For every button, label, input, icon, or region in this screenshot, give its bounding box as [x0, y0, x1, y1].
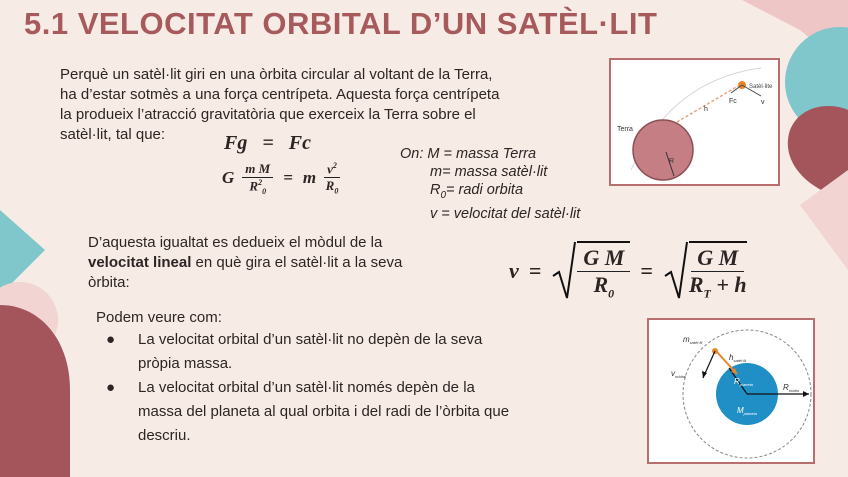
- list-item: ● La velocitat orbital d’un satèl·lit només depèn de la massa del planeta al qual orbita i del radi de l’òrbita que descriu.: [106, 376, 586, 448]
- frac-denominator: $R_0$: [325, 178, 339, 196]
- deduce-line: D’aquesta igualtat es dedueix el mòdul de la: [88, 234, 383, 251]
- bullet-dot: ●: [106, 379, 116, 396]
- sqrt-sign: [551, 240, 577, 302]
- force-arrow: [731, 85, 742, 93]
- label-earth: Terra: [617, 126, 633, 133]
- def-line-mass-sat: m= massa satèl·lit: [430, 164, 548, 180]
- eq-equals: =: [262, 132, 274, 154]
- fraction-velocity-radius: [324, 161, 340, 196]
- svg-text:Ròrbita: $R_{òrbita}$: [783, 383, 799, 393]
- formula-equals-2: =: [640, 258, 653, 283]
- earth-circle: [633, 120, 693, 180]
- deduce-line: velocitat lineal en què gira el satèl·lit a la seva: [88, 254, 403, 271]
- label-h: h: [704, 106, 708, 113]
- svg-text:Rplaneta: $R_{planeta}$: [734, 377, 753, 387]
- label-r: R: [669, 158, 675, 165]
- intro-line: satèl·lit, tal que:: [60, 126, 166, 143]
- frac-denominator: $R^2_0$: [249, 178, 267, 196]
- svg-text:hsatèl·lit: $h_{satèl\cdot lit}$: [729, 353, 747, 363]
- formula-fraction-2: $\frac{\text{G M}}{R_T + h}$: [689, 241, 747, 301]
- frac-numerator: $v^2$: [324, 161, 340, 178]
- formula-v: v: [509, 258, 519, 283]
- svg-text:msatèl·lit: $m_{satèl\cdot lit}$: [683, 335, 703, 345]
- velocity-formula: [509, 240, 747, 302]
- eq-fg: Fg: [224, 132, 248, 154]
- satellite-diagram-frame: [609, 58, 780, 186]
- satellite-orbit-diagram: [611, 60, 778, 184]
- deduce-line: òrbita:: [88, 274, 130, 291]
- def-line-radius: $R_0=$ radi orbita: [430, 182, 524, 201]
- list-item: ● La velocitat orbital d’un satèl·lit no depèn de la seva pròpia massa.: [106, 328, 586, 376]
- bullet-dot: ●: [106, 331, 116, 348]
- eq-g: G: [222, 168, 235, 188]
- equation-gravity: [222, 161, 340, 196]
- sqrt-sign-2: [663, 240, 689, 302]
- def-line-mass-earth: On: M = massa Terra: [400, 146, 537, 162]
- variable-definitions: [400, 145, 580, 223]
- eq-equals: =: [283, 168, 293, 188]
- label-v: v: [761, 99, 765, 106]
- deduce-paragraph: [88, 233, 402, 293]
- deco-maroon-left: [0, 305, 70, 477]
- svg-text:vorbital: $v_{orbital}$: [671, 369, 686, 379]
- page-title: 5.1 VELOCITAT ORBITAL D’UN SATÈL·LIT: [24, 6, 658, 41]
- intro-line: Perquè un satèl·lit giri en una òrbita circular al voltant de la Terra,: [60, 66, 493, 83]
- planet-orbit-diagram-frame: [647, 318, 815, 464]
- formula-equals: =: [528, 258, 542, 283]
- fraction-mass-radius: [242, 161, 273, 196]
- planet-orbit-diagram: [649, 320, 813, 462]
- podem-heading: Podem veure com:: [96, 309, 222, 326]
- label-fc: Fc: [729, 98, 737, 105]
- intro-line: ha d’estar sotmès a una força centrípeta. Aquesta força centrípeta: [60, 86, 500, 103]
- frac-numerator: m M: [242, 161, 273, 178]
- eq-m: m: [302, 168, 317, 188]
- def-line-velocity: v = velocitat del satèl·lit: [430, 205, 581, 222]
- intro-line: la produeix l’atracció gravitatòria que exerceix la Terra sobre el: [60, 106, 476, 123]
- svg-text:Mplaneta: $M_{planeta}$: [737, 406, 757, 416]
- eq-fc: Fc: [288, 132, 311, 154]
- equation-forces: [224, 132, 311, 155]
- label-satellite: Satèl·lite: [749, 84, 773, 90]
- conclusion-list: [106, 328, 586, 448]
- formula-fraction-1: $\frac{\text{G M}}{R_0}$: [577, 241, 630, 301]
